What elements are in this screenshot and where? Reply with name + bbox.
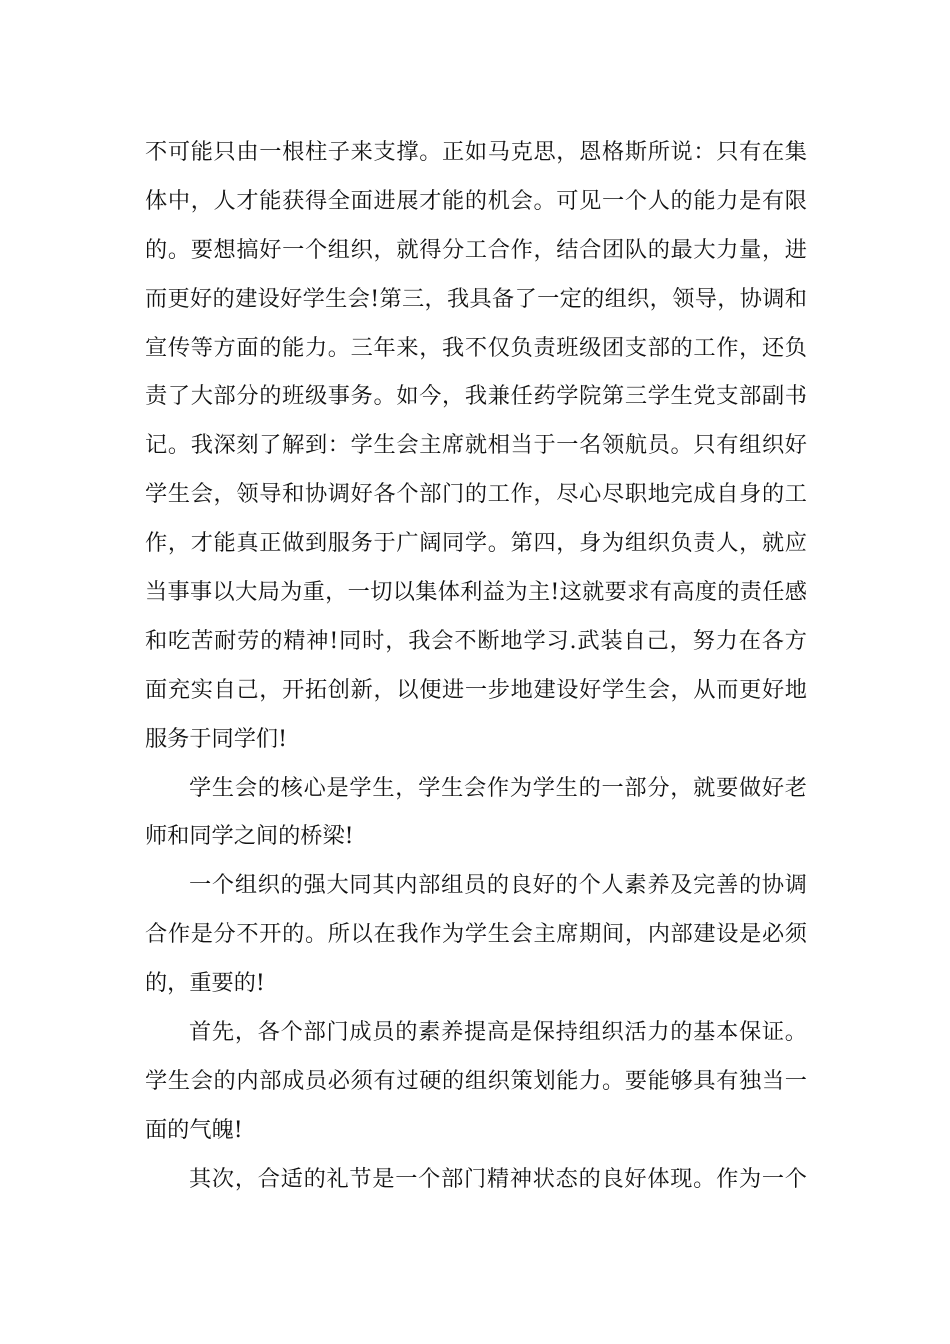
text-line: 首先，各个部门成员的素养提高是保持组织活力的基本保证。 xyxy=(189,1019,807,1046)
text-line: 的，重要的! xyxy=(145,970,265,997)
text-line: 当事事以大局为重，一切以集体利益为主!这就要求有高度的责任感 xyxy=(145,579,807,606)
text-line: 面的气魄! xyxy=(145,1116,243,1143)
text-line: 合作是分不开的。所以在我作为学生会主席期间，内部建设是必须 xyxy=(145,921,807,948)
text-line: 面充实自己，开拓创新，以便进一步地建设好学生会，从而更好地 xyxy=(145,676,807,703)
text-line: 而更好的建设好学生会!第三，我具备了一定的组织，领导，协调和 xyxy=(145,285,807,312)
text-line: 学生会的内部成员必须有过硬的组织策划能力。要能够具有独当一 xyxy=(145,1067,807,1094)
text-line: 一个组织的强大同其内部组员的良好的个人素养及完善的协调 xyxy=(189,872,807,899)
text-line: 的。要想搞好一个组织，就得分工合作，结合团队的最大力量，进 xyxy=(145,236,807,263)
text-line: 其次，合适的礼节是一个部门精神状态的良好体现。作为一个 xyxy=(189,1165,807,1192)
text-line: 体中，人才能获得全面进展才能的机会。可见一个人的能力是有限 xyxy=(145,187,807,214)
text-line: 责了大部分的班级事务。如今，我兼任药学院第三学生党支部副书 xyxy=(145,383,807,410)
text-line: 作，才能真正做到服务于广阔同学。第四，身为组织负责人，就应 xyxy=(145,530,807,557)
body-text xyxy=(145,128,807,1204)
text-line: 宣传等方面的能力。三年来，我不仅负责班级团支部的工作，还负 xyxy=(145,334,807,361)
text-line: 学生会，领导和协调好各个部门的工作，尽心尽职地完成自身的工 xyxy=(145,481,807,508)
text-line: 不可能只由一根柱子来支撑。正如马克思，恩格斯所说：只有在集 xyxy=(145,139,807,165)
text-line: 师和同学之间的桥梁! xyxy=(145,823,354,850)
text-line: 和吃苦耐劳的精神!同时，我会不断地学习.武装自己，努力在各方 xyxy=(145,627,807,654)
text-line: 服务于同学们! xyxy=(145,725,288,752)
text-line: 学生会的核心是学生，学生会作为学生的一部分，就要做好老 xyxy=(189,774,807,801)
text-line: 记。我深刻了解到：学生会主席就相当于一名领航员。只有组织好 xyxy=(145,432,807,459)
